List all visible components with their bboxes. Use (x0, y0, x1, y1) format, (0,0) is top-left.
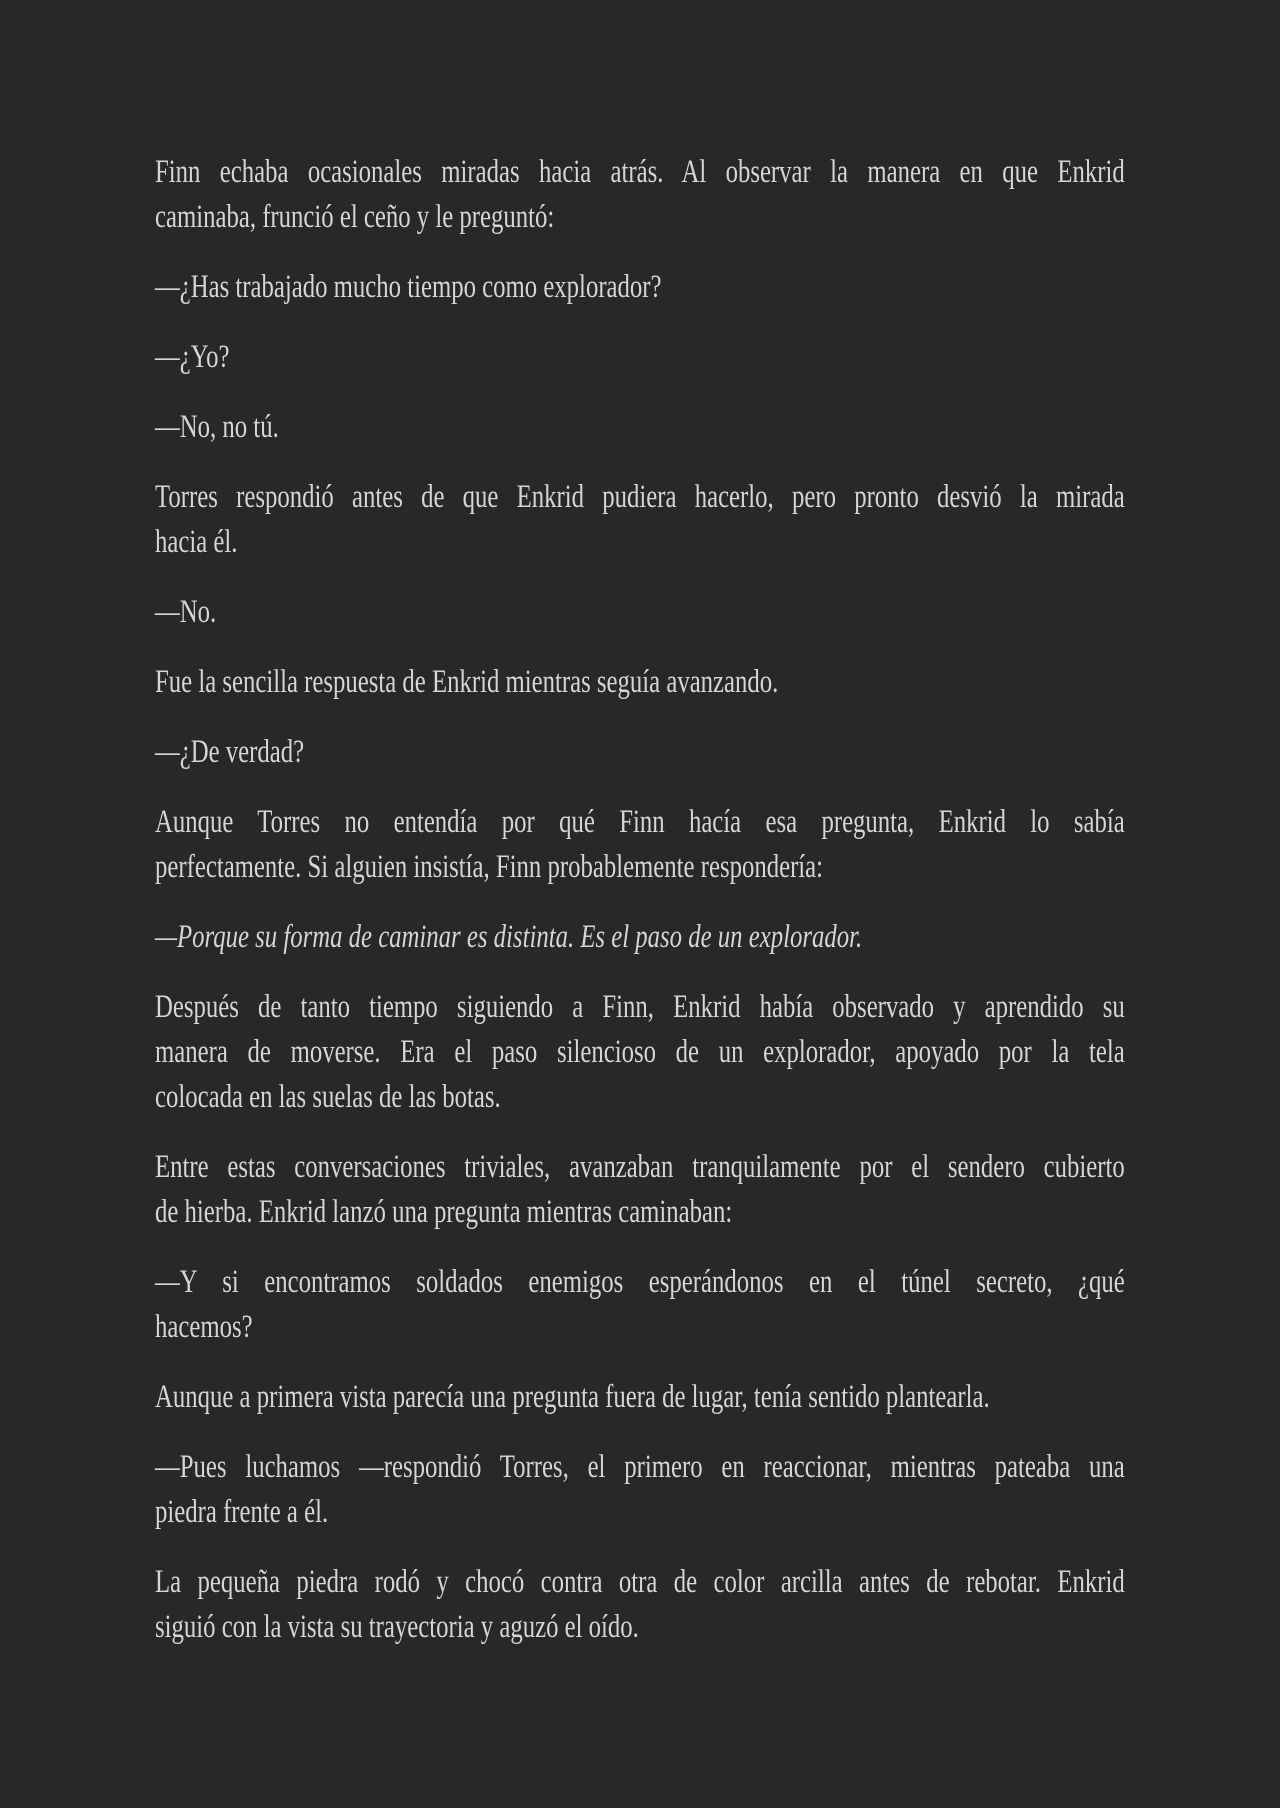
paragraph (155, 265, 1125, 310)
text-line: Aunque a primera vista parecía una pregunta fuera de lugar, tenía sentido plantearla. (155, 1379, 990, 1415)
paragraph (155, 475, 1125, 565)
text-line: hacia él. (155, 524, 238, 560)
paragraph (155, 590, 1125, 635)
text-line: Fue la sencilla respuesta de Enkrid mientras seguía avanzando. (155, 664, 779, 700)
paragraph (155, 915, 1125, 960)
text-line: perfectamente. Si alguien insistía, Finn probablemente respondería: (155, 849, 824, 885)
text-line: Aunque Torres no entendía por qué Finn hacía esa pregunta, Enkrid lo sabía (155, 804, 1125, 840)
text-line: —¿Has trabajado mucho tiempo como explorador? (155, 269, 662, 305)
paragraph (155, 335, 1125, 380)
paragraph (155, 985, 1125, 1120)
text-line: —Pues luchamos —respondió Torres, el primero en reaccionar, mientras pateaba una (155, 1449, 1125, 1485)
paragraph (155, 1145, 1125, 1235)
text-line: Finn echaba ocasionales miradas hacia atrás. Al observar la manera en que Enkrid (155, 154, 1125, 190)
text-line: Después de tanto tiempo siguiendo a Finn, Enkrid había observado y aprendido su (155, 989, 1125, 1025)
text-line: manera de moverse. Era el paso silencioso de un explorador, apoyado por la tela (155, 1034, 1125, 1070)
text-line: piedra frente a él. (155, 1494, 329, 1530)
page-text (155, 150, 1125, 1675)
text-line: —¿De verdad? (155, 734, 305, 770)
paragraph (155, 1445, 1125, 1535)
paragraph (155, 1560, 1125, 1650)
text-line: siguió con la vista su trayectoria y aguzó el oído. (155, 1609, 639, 1645)
text-line: hacemos? (155, 1309, 253, 1345)
paragraph (155, 405, 1125, 450)
paragraph (155, 730, 1125, 775)
text-line: de hierba. Enkrid lanzó una pregunta mientras caminaban: (155, 1194, 733, 1230)
text-line: La pequeña piedra rodó y chocó contra otra de color arcilla antes de rebotar. Enkrid (155, 1564, 1125, 1600)
text-line: —Y si encontramos soldados enemigos esperándonos en el túnel secreto, ¿qué (155, 1264, 1125, 1300)
text-line: —¿Yo? (155, 339, 230, 375)
text-line: Entre estas conversaciones triviales, avanzaban tranquilamente por el sendero cubierto (155, 1149, 1125, 1185)
text-line: —No. (155, 594, 217, 630)
paragraph (155, 800, 1125, 890)
paragraph (155, 660, 1125, 705)
paragraph (155, 1375, 1125, 1420)
paragraph (155, 150, 1125, 240)
text-line: colocada en las suelas de las botas. (155, 1079, 501, 1115)
text-line: Torres respondió antes de que Enkrid pudiera hacerlo, pero pronto desvió la mirada (155, 479, 1125, 515)
text-line: —Porque su forma de caminar es distinta. Es el paso de un explorador. (155, 919, 863, 955)
text-line: —No, no tú. (155, 409, 279, 445)
paragraph (155, 1260, 1125, 1350)
text-line: caminaba, frunció el ceño y le preguntó: (155, 199, 555, 235)
